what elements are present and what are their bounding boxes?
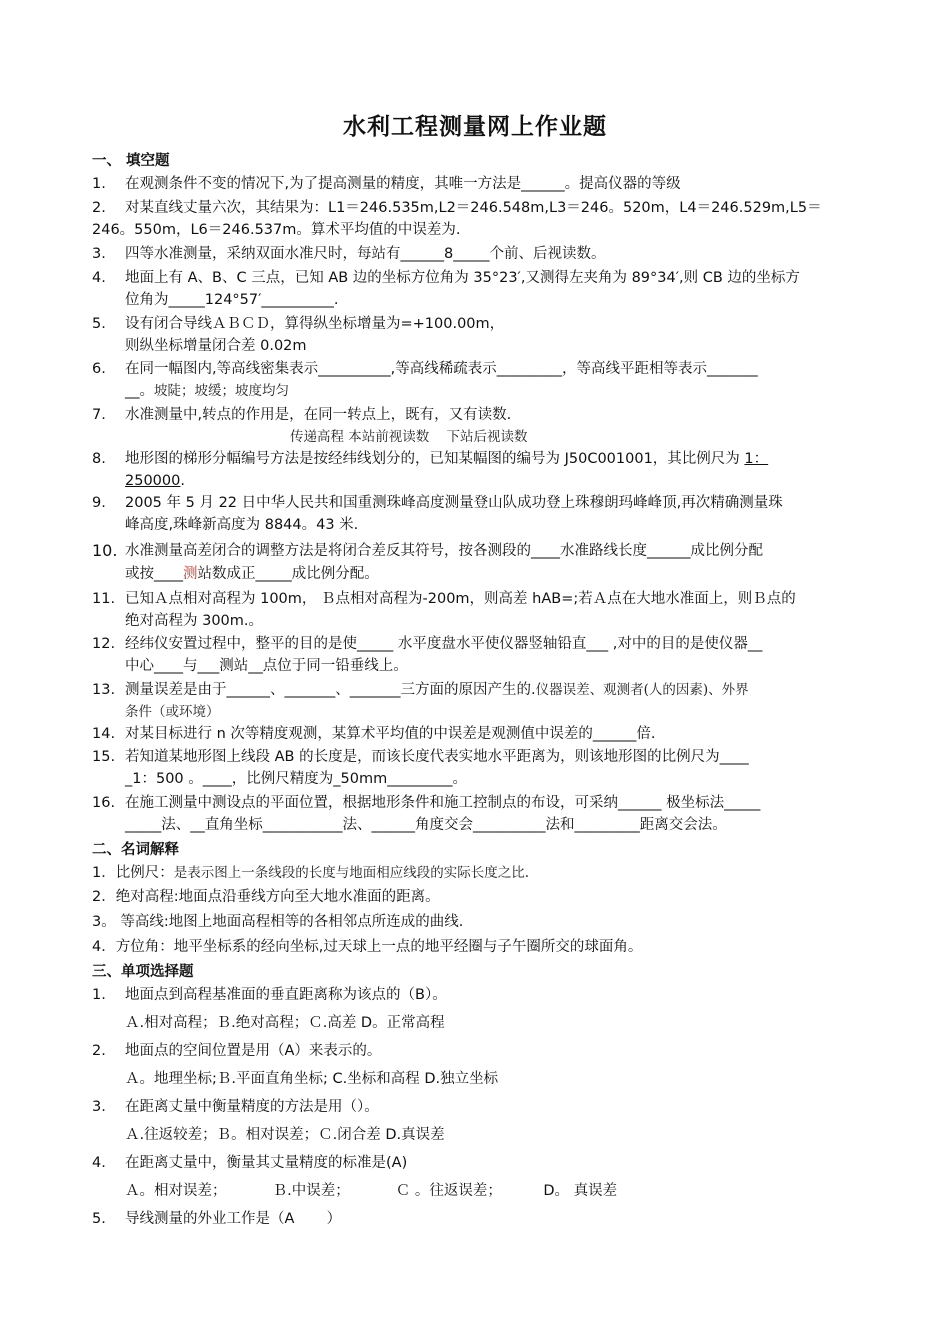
document-title: 水利工程测量网上作业题 — [343, 114, 607, 140]
document-page: 水利工程测量网上作业题 一、 填空题 1. 在观测条件不变的情况下,为了提高测量的精度，其唯一方法是______。提高仪器的等级 2. 对某直线丈量六次，其结果为：L1＝246.535m,L2＝246.548m,L3＝246。520m，L4＝246.529m,L5＝ 246。550m，L6＝246.537m。算术平均值的中误差为. 3. 四等水准测量，采纳双面水准尺时，每站有______8_____个前、后视读数。 4. 地面上有 A、B、C 三点，已知 AB 边的坐标方位角为 35°23′,又测得左夹角为 89°34′,则 CB 边的坐标方 位角为_____124°57′__________. 5. 设有闭合导线ＡＢＣＤ，算得纵坐标增量为=+100.00m， 则纵坐标增量闭合差 0.02m 6. 在同一幅图内,等高线密集表示__________,等高线稀疏表示_________，等高线平距相等表示_______ __。坡陡；坡缓；坡度均匀 7. 水准测量中,转点的作用是，在同一转点上，既有，又有读数. 传递高程 本站前视读数 下站后视读数 8. 地形图的梯形分幅编号方法是按经纬线划分的，已知某幅图的编号为 J50C001001，其比例尺为 1： 250000. 9. 2005 年 5 月 22 日中华人民共和国重测珠峰高度测量登山队成功登上珠穆朗玛峰峰顶,再次精确测量珠 峰高度,珠峰新高度为 8844。43 米. 10. 水准测量高差闭合的调整方法是将闭合差反其符号，按各测段的____水准路线长度______成比例分配 或按____测站数成正_____成比例分配。 11. 已知Ａ点相对高程为 100m， Ｂ点相对高程为-200m，则高差 hAB=;若Ａ点在大地水准面上，则Ｂ点的 绝对高程为 300m.。 12. 经纬仪安置过程中，整平的目的是使_____ 水平度盘水平使仪器竖轴铅直___ ,对中的目的是使仪器__ 中心____与___测站__点位于同一铅垂线上。 13. 测量误差是由于______、_______、_______三方面的原因产生的.仪器误差、观测者(人的因素)、外界 条件（或环境） 14. 对某目标进行 n 次等精度观测，某算术平均值的中误差是观测值中误差的______倍. 15. 若知道某地形图上线段 AB 的长度是，而该长度代表实地水平距离为，则该地形图的比例尺为____ _1：500 。____，比例尺精度为_50mm_________。 16. 在施工测量中测设点的平面位置，根据地形条件和施工控制点的布设，可采纳______ 极坐标法_____ _____法、__直角坐标___________法、______角度交会__________法和_________距离交会法。 二、名词解释 1．比例尺：是表示图上一条线段的长度与地面相应线段的实际长度之比. 2．绝对高程:地面点沿垂线方向至大地水准面的距离。 3。 等高线:地图上地面高程相等的各相邻点所连成的曲线. 4．方位角：地平坐标系的经向坐标,过天球上一点的地平经圈与子午圈所交的球面角。 三、单项选择题 1. 地面点到高程基准面的垂直距离称为该点的（B）。 Ａ.相对高程；Ｂ.绝对高程；Ｃ.高差 D。正常高程 2. 地面点的空间位置是用（A）来表示的。 Ａ。地理坐标;Ｂ.平面直角坐标; C.坐标和高程 D.独立坐标 3. 在距离丈量中衡量精度的方法是用（）。 Ａ.往返较差；Ｂ。相对误差；Ｃ.闭合差 D.真误差 4. 在距离丈量中，衡量其丈量精度的标准是(A) Ａ。相对误差； Ｂ.中误差； Ｃ 。往返误差； D。 真误差 5. 导线测量的外业工作是（A ） — [0, 0, 950, 1344]
